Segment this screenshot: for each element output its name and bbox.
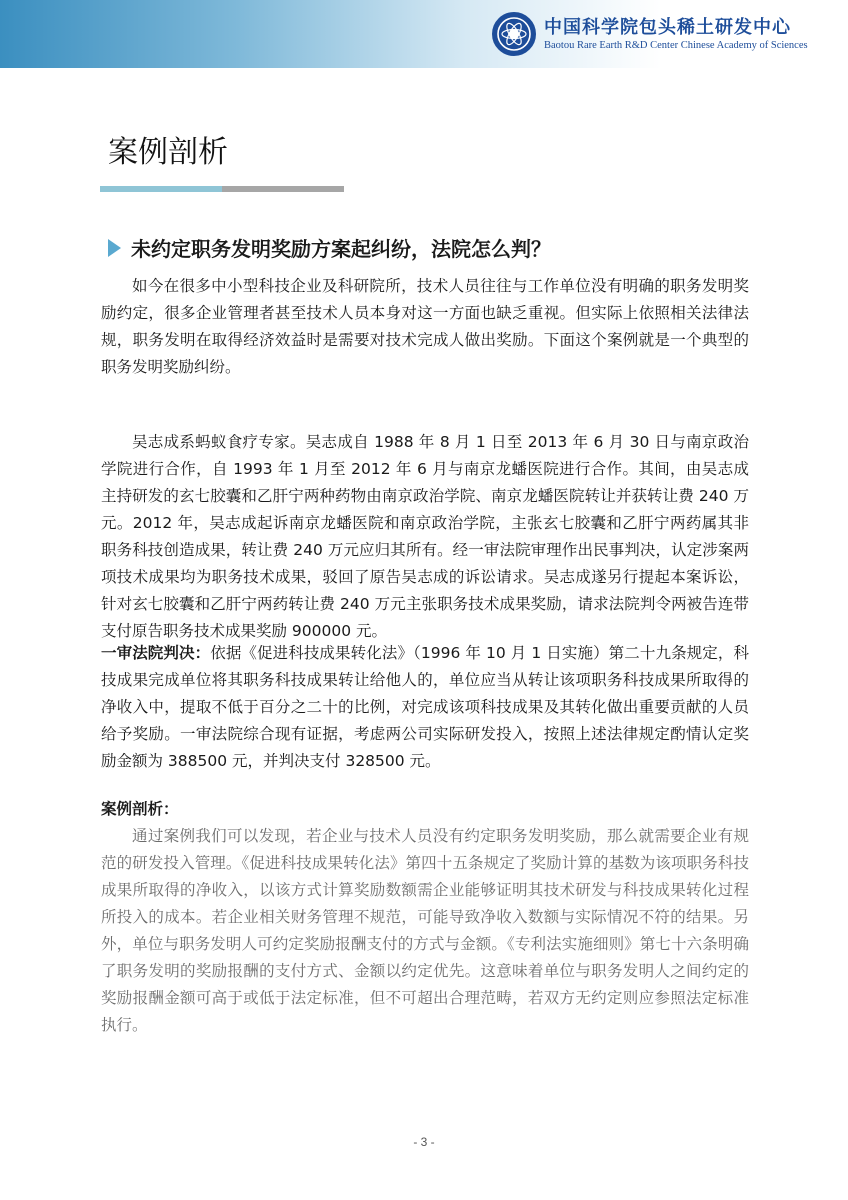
case-text: 吴志成系蚂蚁食疗专家。吴志成自 1988 年 8 月 1 日至 2013 年 6 月 30 日与南京政治学院进行合作，自 1993 年 1 月至 2012 年 6 月与南京龙蟠医院进行合作。其间，由吴志成主持研发的玄七胶囊和乙肝宁两种药物由南京政治学院、南京龙蟠医院转让并获转让费 240 万元。2012 年，吴志成起诉南京龙蟠医院和南京政治学院，主张玄七胶囊和乙肝宁两药属其非职务科技创造成果，转让费 240 万元应归其所有。经一审法院审理作出民事判决，认定涉案两项技术成果均为职务技术成果，驳回了原告吴志成的诉讼请求。吴志成遂另行提起本案诉讼，针对玄七胶囊和乙肝宁两药转让费 240 万元主张职务技术成果奖励，请求法院判令两被告连带支付原告职务技术成果奖励 900000 元。 (101, 433, 749, 640)
analysis-label: 案例剖析： (101, 800, 179, 818)
cas-emblem-icon (492, 12, 536, 56)
analysis-paragraph (101, 823, 749, 1039)
cas-logo (492, 12, 808, 56)
logo-chinese-name: 中国科学院包头稀土研发中心 (544, 16, 791, 38)
judgment-paragraph (101, 640, 749, 775)
intro-paragraph (101, 273, 749, 381)
title-underline-gray (222, 186, 344, 192)
title-underline-blue (100, 186, 222, 192)
case-subheading (108, 233, 551, 262)
case-paragraph (101, 429, 749, 645)
judgment-text: 依据《促进科技成果转化法》（1996 年 10 月 1 日实施）第二十九条规定，科技成果完成单位将其职务科技成果转让给他人的，单位应当从转让该项职务科技成果所取得的净收入中，提取不低于百分之二十的比例，对完成该项科技成果及其转化做出重要贡献的人员给予奖励。一审法院综合现有证据，考虑两公司实际研发投入，按照上述法律规定酌情认定奖励金额为 388500 元，并判决支付 328500 元。 (101, 644, 749, 770)
page-number: - 3 - (413, 1135, 435, 1149)
triangle-bullet-icon (108, 239, 121, 257)
intro-text: 如今在很多中小型科技企业及科研院所，技术人员往往与工作单位没有明确的职务发明奖励约定，很多企业管理者甚至技术人员本身对这一方面也缺乏重视。但实际上依照相关法律法规，职务发明在取得经济效益时是需要对技术完成人做出奖励。下面这个案例就是一个典型的职务发明奖励纠纷。 (101, 277, 749, 376)
analysis-text: 通过案例我们可以发现，若企业与技术人员没有约定职务发明奖励，那么就需要企业有规范的研发投入管理。《促进科技成果转化法》第四十五条规定了奖励计算的基数为该项职务科技成果所取得的净收入，以该方式计算奖励数额需企业能够证明其技术研发与科技成果转化过程所投入的成本。若企业相关财务管理不规范，可能导致净收入数额与实际情况不符的结果。另外，单位与职务发明人可约定奖励报酬支付的方式与金额。《专利法实施细则》第七十六条明确了职务发明的奖励报酬的支付方式、金额以约定优先。这意味着单位与职务发明人之间约定的奖励报酬金额可高于或低于法定标准，但不可超出合理范畴，若双方无约定则应参照法定标准执行。 (101, 827, 749, 1034)
subheading-text: 未约定职务发明奖励方案起纠纷，法院怎么判？ (131, 237, 551, 261)
section-title: 案例剖析 (108, 135, 228, 170)
logo-english-name: Baotou Rare Earth R&D Center Chinese Academy of Sciences (544, 39, 808, 51)
judgment-label: 一审法院判决： (101, 644, 211, 662)
